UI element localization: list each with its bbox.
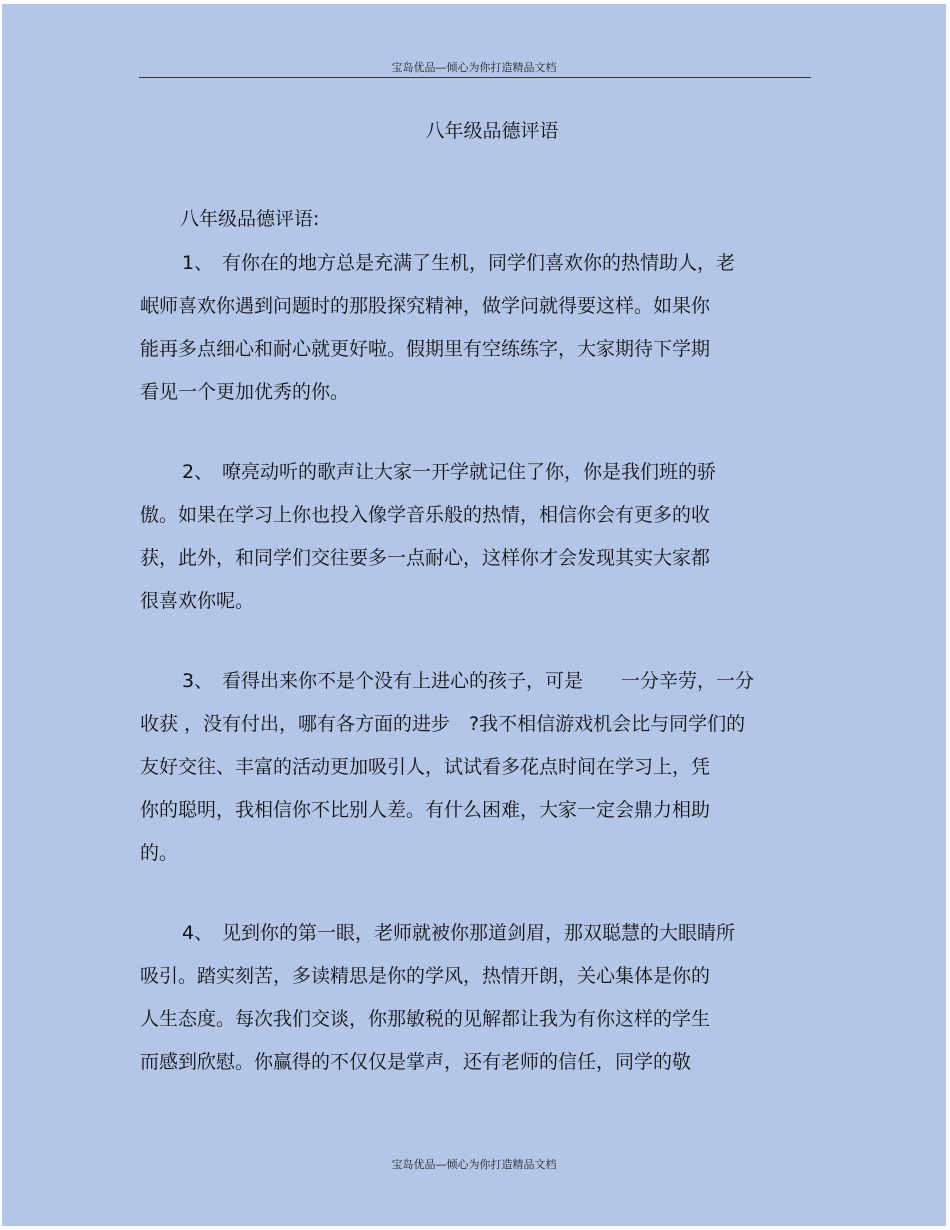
document-page [2,4,946,1226]
paragraph-1-line-4: 看见一个更加优秀的你。 [140,381,350,403]
paragraph-3-line-2: 收获 ，没有付出，哪有各方面的进步 ?我不相信游戏机会比与同学们的 [140,713,746,735]
paragraph-2-line-2: 傲。如果在学习上你也投入像学音乐般的热情，相信你会有更多的收 [140,504,711,526]
paragraph-2-line-1: 嘹亮动听的歌声让大家一开学就记住了你，你是我们班的骄 [222,461,717,483]
paragraph-4-line-2: 吸引。踏实刻苦，多读精思是你的学风，热情开朗，关心集体是你的 [140,965,711,987]
page-footer: 宝岛优品—倾心为你打造精品文档 [391,1158,557,1171]
paragraph-4-line-4: 而感到欣慰。你赢得的不仅仅是掌声，还有老师的信任，同学的敬 [140,1051,692,1073]
paragraph-1-line-2: 岷师喜欢你遇到问题时的那股探究精神，做学问就得要这样。如果你 [140,295,711,317]
paragraph-2-line-3: 获，此外，和同学们交往要多一点耐心，这样你才会发现其实大家都 [140,547,711,569]
page-header: 宝岛优品—倾心为你打造精品文档 [391,61,557,74]
paragraph-3-line-3: 友好交往、丰富的活动更加吸引人，试试看多花点时间在学习上，凭 [140,756,711,778]
document-title: 八年级品德评语 [425,120,559,142]
paragraph-4-line-1: 见到你的第一眼，老师就被你那道剑眉，那双聪慧的大眼睛所 [222,922,736,944]
paragraph-3-number: 3、 [182,670,214,692]
intro-heading: 八年级品德评语: [180,208,320,230]
paragraph-4-line-3: 人生态度。每次我们交谈，你那敏税的见解都让我为有你这样的学生 [140,1008,711,1030]
paragraph-4-number: 4、 [182,922,214,944]
paragraph-3-line-5: 的。 [140,842,179,864]
paragraph-1-number: 1、 [182,252,214,274]
paragraph-1-line-3: 能再多点细心和耐心就更好啦。假期里有空练练字，大家期待下学期 [140,338,711,360]
header-divider [139,77,811,78]
paragraph-2-line-4: 很喜欢你呢。 [140,590,255,612]
paragraph-2-number: 2、 [182,461,214,483]
paragraph-1-line-1: 有你在的地方总是充满了生机，同学们喜欢你的热情助人，老 [222,252,736,274]
paragraph-3-line-4: 你的聪明，我相信你不比别人差。有什么困难，大家一定会鼎力相助 [140,799,711,821]
paragraph-3-line-1: 看得出来你不是个没有上进心的孩子，可是 一分辛劳，一分 [222,670,755,692]
